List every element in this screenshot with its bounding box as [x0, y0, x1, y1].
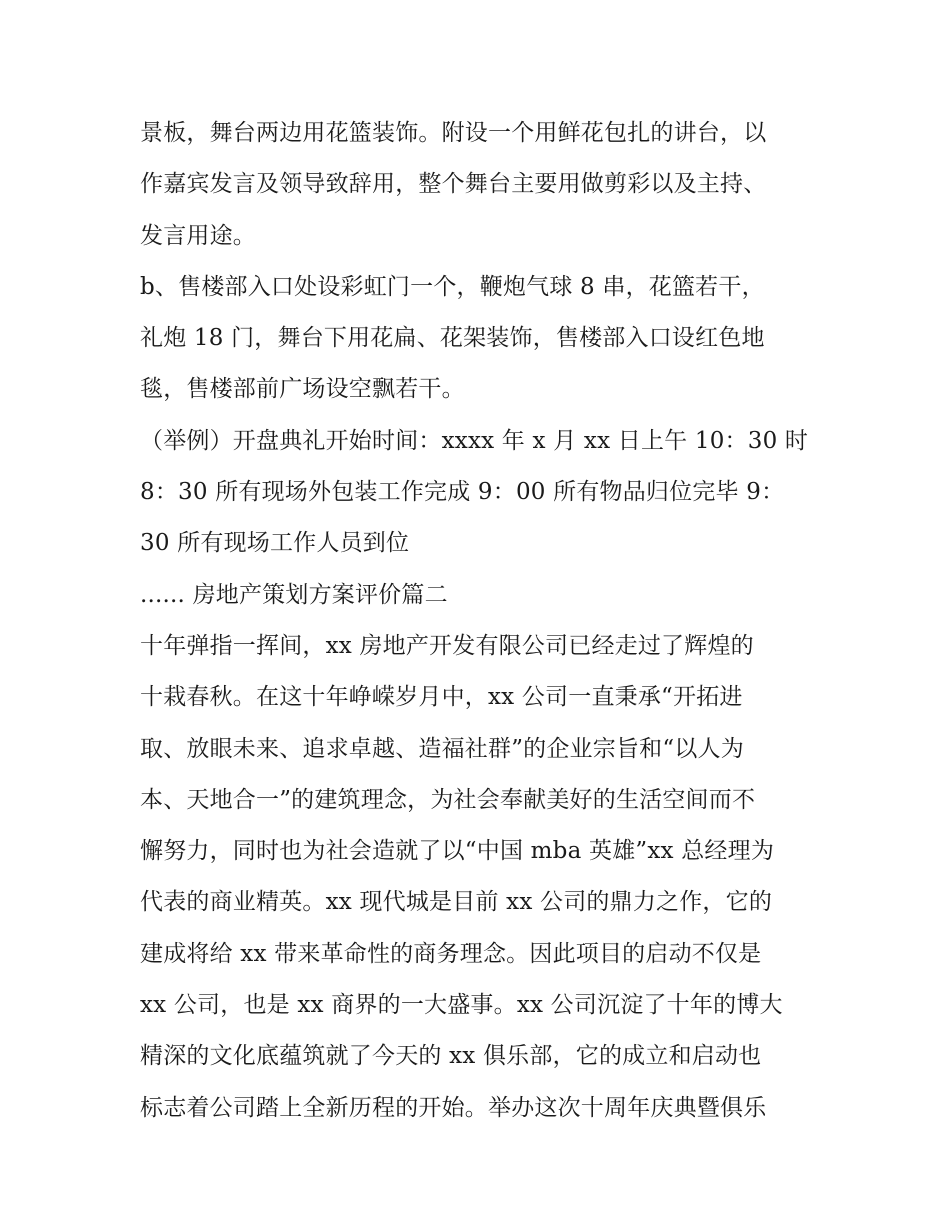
text-line: 精深的文化底蕴筑就了今天的 xx 俱乐部，它的成立和启动也 — [140, 1043, 762, 1070]
text-line: xx 公司，也是 xx 商界的一大盛事。xx 公司沉淀了十年的博大 — [140, 992, 783, 1019]
text-line: 取、放眼未来、追求卓越、造福社群”的企业宗旨和“以人为 — [140, 735, 744, 762]
text-line: 30 所有现场工作人员到位 — [140, 530, 410, 557]
text-line: 十年弹指一挥间，xx 房地产开发有限公司已经走过了辉煌的 — [140, 632, 754, 659]
text-line: 毯，售楼部前广场设空飘若干。 — [140, 376, 465, 403]
text-line: b、售楼部入口处设彩虹门一个，鞭炮气球 8 串，花篮若干， — [140, 273, 765, 300]
text-line: 十栽春秋。在这十年峥嵘岁月中，xx 公司一直秉承“开拓进 — [140, 684, 743, 711]
text-line: 标志着公司踏上全新历程的开始。举办这次十周年庆典暨俱乐 — [140, 1094, 767, 1121]
text-line: 景板，舞台两边用花篮装饰。附设一个用鲜花包扎的讲台，以 — [140, 120, 767, 146]
text-line: 作嘉宾发言及领导致辞用，整个舞台主要用做剪彩以及主持、 — [140, 171, 767, 198]
text-line: 代表的商业精英。xx 现代城是目前 xx 公司的鼎力之作，它的 — [140, 889, 773, 916]
text-line: 礼炮 18 门，舞台下用花扁、花架装饰，售楼部入口设红色地 — [140, 325, 765, 352]
section-heading: ...... 房地产策划方案评价篇二 — [140, 581, 448, 608]
document-body — [140, 108, 820, 1134]
text-line: 懈努力，同时也为社会造就了以“中国 mba 英雄”xx 总经理为 — [140, 838, 775, 865]
text-line: 8：30 所有现场外包装工作完成 9：00 所有物品归位完毕 9： — [140, 479, 785, 506]
text-line: 建成将给 xx 带来革命性的商务理念。因此项目的启动不仅是 — [140, 940, 762, 967]
text-line: 本、天地合一”的建筑理念，为社会奉献美好的生活空间而不 — [140, 786, 756, 813]
text-line: （举例）开盘典礼开始时间：xxxx 年 x 月 xx 日上午 10：30 时 — [140, 427, 809, 454]
text-line: 发言用途。 — [140, 222, 256, 249]
